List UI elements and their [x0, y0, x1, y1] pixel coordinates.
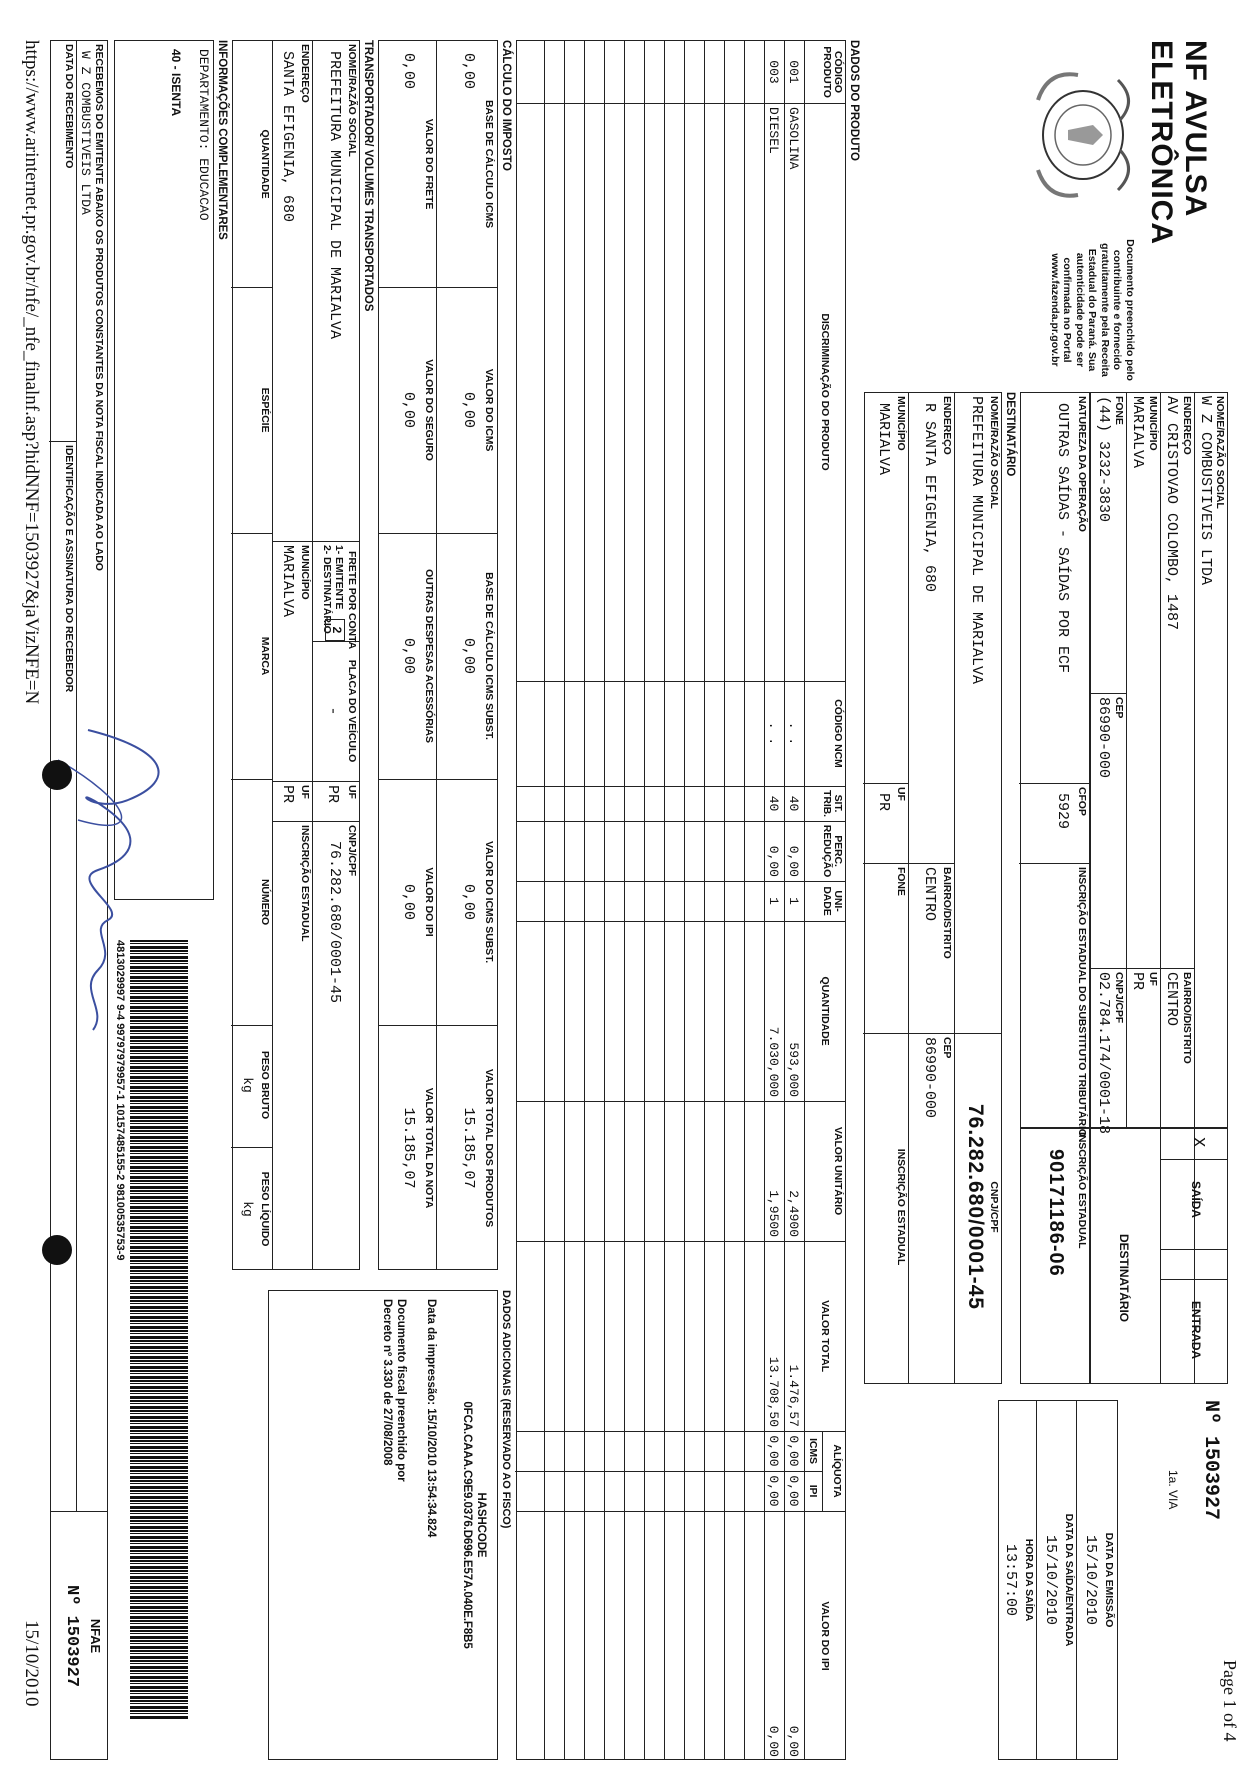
- footer-url: https://www.arinternet.pr.gov.br/nfe/_nfe_finalnf.asp?hidNNF=1503927&jaVizNFE=N: [21, 40, 42, 705]
- via-label: 1a. VIA: [1166, 1470, 1180, 1510]
- frete-por-conta-box: 2: [325, 619, 345, 641]
- emitente-municipio: MARIALVA: [1129, 396, 1146, 469]
- barcode-text: 4813029997 9-4 99797979957-1 10157485155-2 98100535753-9: [114, 940, 126, 1261]
- destinatario-endereco: R SANTA EFIGENIA, 680: [921, 403, 938, 593]
- nf-number: Nº 1503927: [1199, 1400, 1222, 1521]
- emitente-cep: 86990-000: [1095, 697, 1112, 779]
- valor-seguro: 0,00: [400, 391, 417, 428]
- destinatario-block: NOME/RAZÃO SOCIAL PREFEITURA MUNICIPAL DE MARIALVA CNPJ/CPF 76.282.680/0001-45 ENDEREÇO R SANTA EFIGENIA, 680 BAIRRO/DISTRITO CENTRO CEP 86990-000 MUNICÍPIO MARIALVA UF PR FONE INSCRIÇÃO ESTADUAL: [864, 392, 1002, 1384]
- produtos-section-title: DADOS DO PRODUTO: [848, 40, 860, 161]
- destinatario-cnpj: 76.282.680/0001-45: [964, 1103, 987, 1310]
- destinatario-section-title: DESTINATÁRIO: [1004, 392, 1016, 477]
- table-row-2-descricao: DIESEL: [766, 107, 781, 154]
- transportador-block: NOME/RAZÃO SOCIAL PREFEITURA MUNICIPAL DE MARIALVA FRETE POR CONTA 1- EMITENTE 2- DESTINATÁRIO 2 PLACA DO VEÍCULO - UF PR CNPJ/CPF 76.282.680/0001-45 ENDEREÇO SANTA EFIGENIA, 680 MUNICÍPIO MARIALVA UF PR INSCRIÇÃO ESTADUAL QUANTIDADE ESPÉCIE MARCA NÚMERO PESO BRUTO kg PESO LÍQUIDO kg: [232, 40, 360, 1270]
- transportador-uf: PR: [324, 785, 341, 804]
- col-perc: PERC. REDUÇÃO: [821, 824, 844, 878]
- emitente-uf: PR: [1129, 972, 1146, 991]
- valor-icms-subst: 0,00: [460, 883, 477, 920]
- complementares-section-title: INFORMAÇÕES COMPLEMENTARES: [216, 40, 228, 240]
- emitente-cnpj: 02.784.174/0001-18: [1095, 972, 1112, 1135]
- base-icms-subst: 0,00: [460, 637, 477, 674]
- col-total: VALOR TOTAL: [819, 1300, 831, 1372]
- destinatario-municipio: MARIALVA: [875, 403, 892, 476]
- table-row-1-descricao: GASOLINA: [786, 107, 801, 170]
- parana-coat-of-arms-icon: [1028, 60, 1138, 210]
- footer-date: 15/10/2010: [21, 1620, 42, 1707]
- cfop: 5929: [1054, 793, 1071, 830]
- saida-label: SAÍDA: [1189, 1181, 1203, 1218]
- col-sit: SIT. TRIB.: [821, 790, 844, 817]
- col-unidade: UNI- DADE: [821, 886, 844, 916]
- transportador-section-title: TRANSPORTADOR/ VOLUMES TRANSPORTADOS: [362, 40, 374, 312]
- col-icms: ICMS: [807, 1438, 819, 1464]
- base-icms: 0,00: [460, 53, 477, 90]
- destinatario-bairro: CENTRO: [921, 867, 938, 922]
- recibo-block: RECEBEMOS DO EMITENTE ABAIXO OS PRODUTOS CONSTANTES DA NOTA FISCAL INDICADA AO LADO W Z COMBUSTIVEIS LTDA DATA DO RECEBIMENTO IDENTIFICAÇÃO E ASSINATURA DO RECEBEDOR NFAE Nº 1503927: [50, 40, 108, 1760]
- recibo-numero: Nº 1503927: [62, 1584, 81, 1688]
- ie-emitente-block: INSCRIÇÃO ESTADUAL 90171186-06: [1020, 1128, 1090, 1384]
- authenticity-notice: Documento preenchido pelo contribuinte e fornecido gratuitamente pela Receita Estadual do Paraná. Sua autenticidade pode ser confirmada no Portal www.fazenda.pr.gov.br: [1049, 239, 1136, 381]
- valor-icms: 0,00: [460, 391, 477, 428]
- destinatario-via-label: DESTINATÁRIO: [1117, 1234, 1131, 1322]
- departamento: DEPARTAMENTO: EDUCACAO: [196, 49, 211, 221]
- operacao-block: NATUREZA DA OPERAÇÃO OUTRAS SAÍDAS - SAÍDAS POR ECF CFOP 5929 INSCRIÇÃO ESTADUAL DO SUBSTITUTO TRIBUTÁRIO: [1020, 392, 1090, 1128]
- adicionais-block: HASHCODE 0FCA.CAAA.C9E9.0376.D696.E57A.040E.F8B5 Data da impressão: 15/10/2010 13:54:34.824 Documento fiscal preenchido por Decreto nº 3.330 de 27/08/2008: [268, 1290, 498, 1760]
- produtos-table: CÓDIGO PRODUTO DISCRIMINAÇÃO DO PRODUTO CÓDIGO NCM SIT. TRIB. PERC. REDUÇÃO UNI- DADE QUANTIDADE VALOR UNITÁRIO VALOR TOTAL ALÍQUOTA ICMS IPI VALOR DO IPI 001 GASOLINA . . 40 0,00 1 593,000 2,4900 1.476,57 0,00 0,00 0,00 003 DIESEL . . 40 0,00 1 7.030,000 1,9500 13.708,50 0,00 0,00 0,00: [516, 40, 846, 1760]
- imposto-section-title: CÁLCULO DO IMPOSTO: [500, 40, 512, 171]
- barcode: [130, 940, 188, 1720]
- data-emissao: 15/10/2010: [1082, 1534, 1099, 1625]
- isenta-note: 40 - ISENTA: [169, 49, 183, 117]
- col-codigo: CÓDIGO PRODUTO: [821, 46, 844, 98]
- col-descricao: DISCRIMINAÇÃO DO PRODUTO: [819, 313, 831, 471]
- hash-code: 0FCA.CAAA.C9E9.0376.D696.E57A.040E.F8B5: [461, 1401, 473, 1649]
- doc-title-line1: NF AVULSA: [1179, 40, 1212, 218]
- hora-saida: 13:57:00: [1002, 1543, 1019, 1616]
- adicionais-section-title: DADOS ADICIONAIS (RESERVADO AO FISCO): [500, 1290, 512, 1529]
- emitente-razao: W Z COMBUSTIVEIS LTDA: [1197, 396, 1214, 586]
- emitente-bairro: CENTRO: [1163, 972, 1180, 1027]
- punch-hole: [42, 760, 72, 790]
- outras-despesas: 0,00: [400, 637, 417, 674]
- recibo-emitente: W Z COMBUSTIVEIS LTDA: [78, 51, 93, 215]
- page-counter: Page 1 of 4: [1220, 1660, 1240, 1742]
- placa-veiculo: -: [324, 706, 341, 716]
- emitente-endereco: AV CRISTOVAO COLOMBO, 1487: [1163, 396, 1180, 631]
- col-quantidade: QUANTIDADE: [819, 976, 831, 1046]
- valor-total-produtos: 15.185,07: [460, 1107, 477, 1189]
- col-unitario: VALOR UNITÁRIO: [832, 1126, 844, 1216]
- doc-title-line2: ELETRÔNICA: [1145, 40, 1178, 245]
- data-saida: 15/10/2010: [1042, 1534, 1059, 1625]
- valor-frete: 0,00: [400, 53, 417, 90]
- emitente-block: NOME/RAZÃO SOCIAL W Z COMBUSTIVEIS LTDA ENDEREÇO AV CRISTOVAO COLOMBO, 1487 BAIRRO/DISTRITO CENTRO MUNICÍPIO MARIALVA UF PR FONE (44) 3232-3830 CEP 86990-000 CNPJ/CPF 02.784.174/0001-18: [1090, 392, 1228, 1128]
- destinatario-cep: 86990-000: [921, 1037, 938, 1119]
- transportador-razao: PREFEITURA MUNICIPAL DE MARIALVA: [326, 51, 343, 340]
- destinatario-razao: PREFEITURA MUNICIPAL DE MARIALVA: [968, 396, 985, 685]
- punch-hole: [42, 1235, 72, 1265]
- col-aliquota: ALÍQUOTA: [831, 1444, 843, 1498]
- transportador-cnpj: 76.282.680/0001-45: [326, 841, 343, 1004]
- destinatario-uf: PR: [875, 793, 892, 812]
- tipo-block: [1090, 1128, 1228, 1384]
- natureza-operacao: OUTRAS SAÍDAS - SAÍDAS POR ECF: [1054, 403, 1071, 674]
- table-row-1-codigo: 001: [786, 60, 801, 84]
- saida-checkbox: X: [1188, 1137, 1207, 1148]
- col-ipi: IPI: [807, 1484, 819, 1498]
- entrada-label: ENTRADA: [1189, 1301, 1203, 1359]
- valor-ipi: 0,00: [400, 883, 417, 920]
- transportador-municipio: MARIALVA: [279, 545, 296, 618]
- valor-total-nota: 15.185,07: [400, 1107, 417, 1189]
- col-ncm: CÓDIGO NCM: [832, 699, 844, 768]
- emitente-fone: (44) 3232-3830: [1095, 396, 1112, 523]
- datas-block: DATA DA EMISSÃO 15/10/2010 DATA DA SAÍDA/ENTRADA 15/10/2010 HORA DA SAÍDA 13:57:00: [998, 1400, 1118, 1760]
- imposto-block: BASE DE CÁLCULO ICMS 0,00 VALOR DO ICMS 0,00 BASE DE CÁLCULO ICMS SUBST. 0,00 VALOR DO ICMS SUBST. 0,00 VALOR TOTAL DOS PRODUTOS 15.185,07 VALOR DO FRETE 0,00 VALOR DO SEGURO 0,00 OUTRAS DESPESAS ACESSÓRIAS 0,00 VALOR DO IPI 0,00 VALOR TOTAL DA NOTA 15.185,07: [378, 40, 498, 1270]
- transportador-endereco: SANTA EFIGENIA, 680: [279, 51, 296, 223]
- data-impressao: Data da impressão: 15/10/2010 13:54:34.824: [425, 1299, 437, 1538]
- ie-emitente: 90171186-06: [1045, 1149, 1067, 1277]
- col-valor-ipi: VALOR DO IPI: [819, 1601, 831, 1671]
- table-row-2-codigo: 003: [766, 60, 781, 84]
